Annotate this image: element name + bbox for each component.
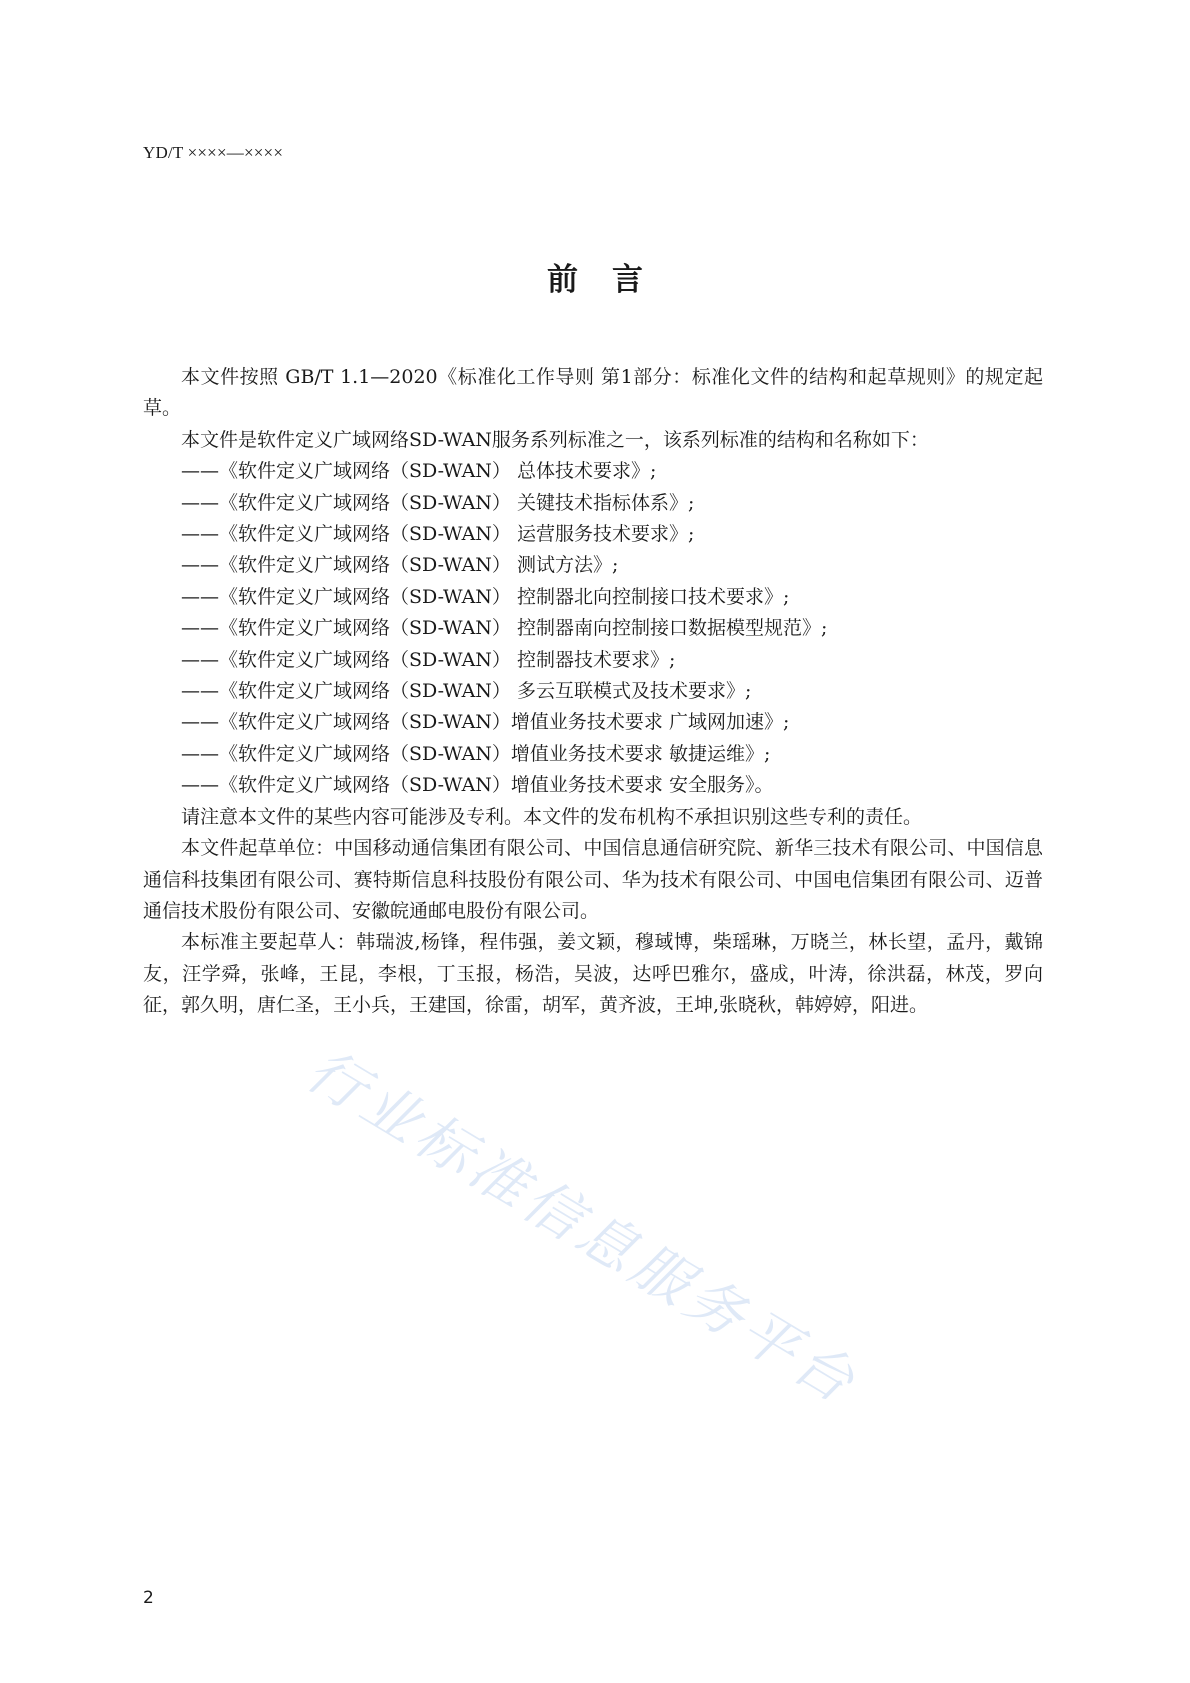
paragraph-drafting-units: 本文件起草单位：中国移动通信集团有限公司、中国信息通信研究院、新华三技术有限公司、中国信息通信科技集团有限公司、赛特斯信息科技股份有限公司、华为技术有限公司、中国电信集团有限公司、迈普通信技术股份有限公司、安徽皖通邮电股份有限公司。 [143, 837, 1043, 922]
page-number: 2 [143, 1588, 154, 1608]
paragraph-drafting-rules: 本文件按照 GB/T 1.1—2020《标准化工作导则 第1部分：标准化文件的结构和起草规则》的规定起草。 [143, 366, 1043, 420]
document-code: YD/T ××××—×××× [143, 143, 284, 162]
list-item: ——《软件定义广域网络（SD-WAN）增值业务技术要求 安全服务》。 [181, 774, 774, 797]
list-item: ——《软件定义广域网络（SD-WAN）增值业务技术要求 广域网加速》; [181, 711, 790, 734]
paragraph-drafters: 本标准主要起草人：韩瑞波,杨锋，程伟强，姜文颖，穆琙博，柴瑶琳，万晓兰，林长望，孟丹，戴锦友，汪学舜，张峰，王昆，李根，丁玉报，杨浩，吴波，达呼巴雅尔，盛成，叶涛，徐洪磊，林茂，罗向征，郭久明，唐仁圣，王小兵，王建国，徐雷，胡军，黄齐波，王坤,张晓秋，韩婷婷，阳进。 [143, 931, 1043, 1017]
paragraph-patent-notice: 请注意本文件的某些内容可能涉及专利。本文件的发布机构不承担识别这些专利的责任。 [181, 805, 923, 828]
list-item: ——《软件定义广域网络（SD-WAN） 测试方法》; [181, 554, 619, 577]
paragraph-series-intro: 本文件是软件定义广域网络SD-WAN服务系列标准之一，该系列标准的结构和名称如下： [181, 428, 929, 451]
watermark-text: 行业标准信息服务平台 [295, 1036, 870, 1419]
list-item: ——《软件定义广域网络（SD-WAN） 运营服务技术要求》; [181, 523, 695, 546]
list-item: ——《软件定义广域网络（SD-WAN） 控制器北向控制接口技术要求》; [181, 585, 790, 608]
list-item: ——《软件定义广域网络（SD-WAN） 关键技术指标体系》; [181, 491, 695, 514]
list-item: ——《软件定义广域网络（SD-WAN） 控制器技术要求》; [181, 648, 676, 671]
list-item: ——《软件定义广域网络（SD-WAN）增值业务技术要求 敏捷运维》; [181, 742, 771, 765]
foreword-body [143, 362, 1043, 1022]
list-item: ——《软件定义广域网络（SD-WAN） 总体技术要求》; [181, 460, 657, 483]
list-item: ——《软件定义广域网络（SD-WAN） 多云互联模式及技术要求》; [181, 680, 752, 703]
page-title: 前言 [547, 262, 677, 298]
list-item: ——《软件定义广域网络（SD-WAN） 控制器南向控制接口数据模型规范》; [181, 617, 828, 640]
